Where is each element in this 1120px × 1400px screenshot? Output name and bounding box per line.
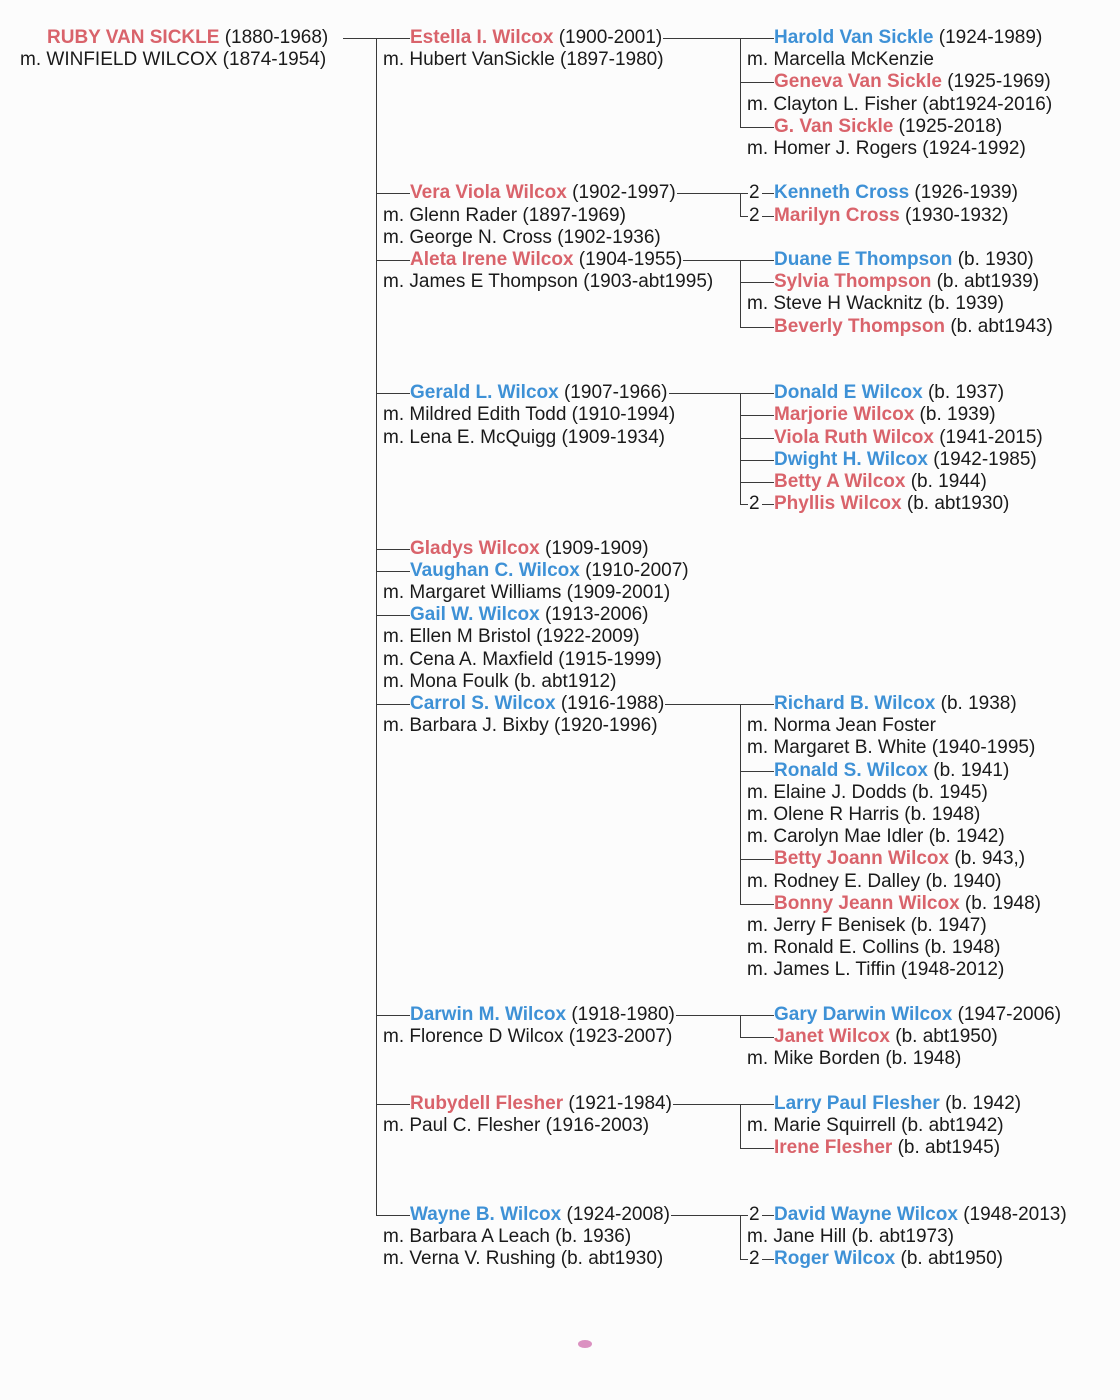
person-name: Viola Ruth Wilcox xyxy=(774,426,934,448)
connector-line xyxy=(740,127,774,128)
connector-line xyxy=(376,38,377,1216)
grandchild-person xyxy=(774,27,1042,49)
child-person xyxy=(410,382,668,404)
connector-line xyxy=(740,216,748,217)
person-dates: (b. abt1950) xyxy=(900,1248,1003,1269)
person-name: Rubydell Flesher xyxy=(410,1092,564,1114)
relationship-marker: 2 xyxy=(749,1248,760,1269)
grandchild-person xyxy=(774,71,1051,93)
child-person xyxy=(410,1004,675,1026)
person-name: G. Van Sickle xyxy=(774,115,894,137)
person-dates: (b. abt1939) xyxy=(936,271,1040,293)
person-dates: (1907-1966) xyxy=(563,382,668,404)
person-dates: (b. abt1943) xyxy=(950,315,1053,337)
spouse-line: m. Paul C. Flesher (1916-2003) xyxy=(383,1114,650,1136)
grandchild-person xyxy=(774,1137,1000,1159)
person-name: Duane E Thompson xyxy=(774,249,953,270)
person-name: Marilyn Cross xyxy=(774,204,900,226)
person-name: Dwight H. Wilcox xyxy=(774,448,928,470)
spouse-line: m. Rodney E. Dalley (b. 1940) xyxy=(747,870,1002,892)
spouse-line: m. Margaret B. White (1940-1995) xyxy=(747,737,1036,759)
spouse-line: m. Steve H Wacknitz (b. 1939) xyxy=(747,293,1004,315)
spouse-line: m. Cena A. Maxfield (1915-1999) xyxy=(383,648,662,670)
person-name: Ronald S. Wilcox xyxy=(774,759,928,781)
grandchild-person xyxy=(774,493,1009,515)
spouse-line: m. Barbara A Leach (b. 1936) xyxy=(383,1225,632,1247)
person-name: Harold Van Sickle xyxy=(774,27,934,48)
connector-line xyxy=(740,327,774,328)
connector-line xyxy=(740,504,748,505)
person-name: Roger Wilcox xyxy=(774,1248,896,1269)
person-dates: (b. 1948) xyxy=(964,892,1041,914)
connector-line xyxy=(740,1148,774,1149)
relationship-marker: 2 xyxy=(749,182,760,204)
spouse-line: m. Elaine J. Dodds (b. 1945) xyxy=(747,781,988,803)
person-name: Gary Darwin Wilcox xyxy=(774,1003,953,1025)
root-person xyxy=(47,27,328,49)
connector-line xyxy=(740,415,774,416)
connector-line xyxy=(740,704,774,705)
person-name: Carrol S. Wilcox xyxy=(410,693,556,714)
person-dates: (1902-1997) xyxy=(572,182,676,204)
connector-line xyxy=(762,216,774,217)
grandchild-person xyxy=(774,404,996,426)
connector-line xyxy=(740,82,774,83)
connector-line xyxy=(740,771,774,772)
person-dates: (b. abt1930) xyxy=(906,493,1010,515)
connector-line xyxy=(740,460,774,461)
person-dates: (b. 1944) xyxy=(910,471,987,492)
child-person xyxy=(410,27,662,49)
spouse-line: m. James L. Tiffin (1948-2012) xyxy=(747,959,1005,981)
person-name: Donald E Wilcox xyxy=(774,382,923,404)
spouse-line: m. Verna V. Rushing (b. abt1930) xyxy=(383,1248,664,1269)
person-dates: (1924-2008) xyxy=(566,1203,670,1225)
relationship-marker: 2 xyxy=(749,493,760,515)
connector-line xyxy=(740,38,741,128)
connector-line xyxy=(376,260,410,261)
grandchild-person xyxy=(774,116,1002,138)
person-dates: (1926-1939) xyxy=(914,182,1018,204)
person-dates: (1948-2013) xyxy=(963,1203,1067,1225)
person-name: Betty Joann Wilcox xyxy=(774,848,950,870)
person-name: Gail W. Wilcox xyxy=(410,604,540,626)
grandchild-person xyxy=(774,1204,1067,1226)
grandchild-person xyxy=(774,449,1037,471)
spouse-line: m. George N. Cross (1902-1936) xyxy=(383,226,661,248)
connector-line xyxy=(740,38,774,39)
person-dates: (1900-2001) xyxy=(558,27,663,48)
connector-line xyxy=(676,1015,740,1016)
person-name: Darwin M. Wilcox xyxy=(410,1003,567,1025)
person-name: Aleta Irene Wilcox xyxy=(410,249,574,270)
person-dates: (1941-2015) xyxy=(939,426,1043,448)
connector-line xyxy=(740,260,741,328)
spouse-line: m. Carolyn Mae Idler (b. 1942) xyxy=(747,826,1005,848)
person-dates: (b. 1939) xyxy=(919,404,996,426)
person-dates: (b. 1930) xyxy=(957,249,1034,270)
spouse-line: m. Clayton L. Fisher (abt1924-2016) xyxy=(747,93,1053,115)
connector-line xyxy=(376,571,410,572)
child-person xyxy=(410,560,689,582)
root-name: RUBY VAN SICKLE xyxy=(47,27,220,48)
connector-line xyxy=(671,1215,740,1216)
spouse-line: m. Jane Hill (b. abt1973) xyxy=(747,1225,954,1247)
person-dates: (1947-2006) xyxy=(957,1003,1062,1025)
person-dates: (1942-1985) xyxy=(933,448,1037,470)
relationship-marker: 2 xyxy=(749,1203,760,1225)
connector-line xyxy=(376,1015,410,1016)
spouse-line: m. James E Thompson (1903-abt1995) xyxy=(383,271,714,293)
spouse-line: m. Florence D Wilcox (1923-2007) xyxy=(383,1026,673,1047)
connector-line xyxy=(762,1215,774,1216)
grandchild-person xyxy=(774,760,1009,782)
root-dates: (1880-1968) xyxy=(224,27,329,48)
connector-line xyxy=(376,704,410,705)
grandchild-person xyxy=(774,249,1034,271)
connector-line xyxy=(740,1259,748,1260)
spouse-line: m. Olene R Harris (b. 1948) xyxy=(747,804,981,825)
connector-line xyxy=(740,1015,774,1016)
spouse-line: m. Homer J. Rogers (1924-1992) xyxy=(747,138,1026,159)
connector-line xyxy=(673,1104,740,1105)
connector-line xyxy=(740,1015,741,1038)
connector-line xyxy=(740,1215,748,1216)
connector-line xyxy=(740,393,741,505)
person-dates: (1925-2018) xyxy=(898,115,1003,137)
spouse-line: m. Ronald E. Collins (b. 1948) xyxy=(747,937,1001,959)
person-dates: (1930-1932) xyxy=(904,204,1009,226)
grandchild-person xyxy=(774,1026,998,1048)
connector-line xyxy=(740,904,774,905)
spouse-line: m. Marcella McKenzie xyxy=(747,49,934,71)
person-dates: (b. abt1950) xyxy=(895,1026,998,1047)
person-name: Wayne B. Wilcox xyxy=(410,1203,562,1225)
person-dates: (1904-1955) xyxy=(578,249,683,270)
child-person xyxy=(410,693,664,715)
spouse-line: m. Hubert VanSickle (1897-1980) xyxy=(383,49,664,71)
person-dates: (1916-1988) xyxy=(560,693,665,714)
connector-line xyxy=(343,38,376,39)
person-name: Richard B. Wilcox xyxy=(774,693,936,714)
spouse-line: m. Ellen M Bristol (1922-2009) xyxy=(383,626,640,648)
connector-line xyxy=(762,193,774,194)
grandchild-person xyxy=(774,848,1025,870)
person-name: Sylvia Thompson xyxy=(774,271,932,293)
person-name: Geneva Van Sickle xyxy=(774,71,942,93)
person-name: Kenneth Cross xyxy=(774,182,910,204)
connector-line xyxy=(683,260,740,261)
person-dates: (b. abt1945) xyxy=(897,1137,1001,1158)
grandchild-person xyxy=(774,471,987,493)
connector-line xyxy=(740,1037,774,1038)
child-person xyxy=(410,249,682,271)
connector-line xyxy=(740,393,774,394)
person-dates: (1924-1989) xyxy=(938,27,1043,48)
person-name: Marjorie Wilcox xyxy=(774,404,915,426)
person-name: Phyllis Wilcox xyxy=(774,493,902,515)
spouse-line: m. Glenn Rader (1897-1969) xyxy=(383,204,626,226)
person-dates: (1913-2006) xyxy=(544,604,649,626)
person-dates: (b. 1941) xyxy=(933,759,1010,781)
connector-line xyxy=(740,482,774,483)
grandchild-person xyxy=(774,271,1039,293)
grandchild-person xyxy=(774,1004,1061,1026)
grandchild-person xyxy=(774,1248,1003,1270)
connector-line xyxy=(740,438,774,439)
root-spouse: m. WINFIELD WILCOX (1874-1954) xyxy=(20,49,327,70)
person-name: Betty A Wilcox xyxy=(774,471,906,492)
grandchild-person xyxy=(774,893,1041,915)
child-person xyxy=(410,1204,670,1226)
spouse-line: m. Marie Squirrell (b. abt1942) xyxy=(747,1114,1004,1136)
child-person xyxy=(410,182,676,204)
connector-line xyxy=(740,1104,774,1105)
child-person xyxy=(410,538,649,560)
connector-line xyxy=(376,193,410,194)
person-name: David Wayne Wilcox xyxy=(774,1203,958,1225)
connector-line xyxy=(669,393,740,394)
person-name: Gerald L. Wilcox xyxy=(410,382,559,404)
person-dates: (1921-1984) xyxy=(568,1092,672,1114)
grandchild-person xyxy=(774,693,1017,715)
connector-line xyxy=(740,704,741,905)
connector-line xyxy=(677,193,740,194)
person-name: Vaughan C. Wilcox xyxy=(410,559,580,581)
person-dates: (1925-1969) xyxy=(947,71,1051,93)
grandchild-person xyxy=(774,316,1053,338)
connector-line xyxy=(762,504,774,505)
grandchild-person xyxy=(774,427,1043,449)
spouse-line: m. Lena E. McQuigg (1909-1934) xyxy=(383,426,665,448)
person-dates: (b. 1937) xyxy=(927,382,1005,404)
connector-line xyxy=(376,38,410,39)
connector-line xyxy=(740,1104,741,1149)
connector-line xyxy=(740,193,741,216)
person-name: Bonny Jeann Wilcox xyxy=(774,892,960,914)
person-name: Janet Wilcox xyxy=(774,1026,890,1047)
connector-line xyxy=(376,1104,410,1105)
person-name: Irene Flesher xyxy=(774,1137,893,1158)
person-dates: (b. 943,) xyxy=(954,848,1026,870)
person-name: Gladys Wilcox xyxy=(410,537,540,559)
person-dates: (b. 1938) xyxy=(940,693,1017,714)
person-name: Estella I. Wilcox xyxy=(410,27,554,48)
person-dates: (b. 1942) xyxy=(945,1092,1022,1114)
spouse-line: m. Norma Jean Foster xyxy=(747,715,936,737)
connector-line xyxy=(376,615,410,616)
spouse-line: m. Barbara J. Bixby (1920-1996) xyxy=(383,715,658,737)
spouse-line: m. Jerry F Benisek (b. 1947) xyxy=(747,915,987,936)
spouse-line: m. Mona Foulk (b. abt1912) xyxy=(383,670,617,692)
grandchild-person xyxy=(774,1093,1021,1115)
spouse-line: m. Margaret Williams (1909-2001) xyxy=(383,582,671,603)
connector-line xyxy=(740,282,774,283)
person-name: Vera Viola Wilcox xyxy=(410,182,567,204)
connector-line xyxy=(740,1215,741,1260)
connector-line xyxy=(376,549,410,550)
person-dates: (1909-1909) xyxy=(545,537,649,559)
ink-smudge xyxy=(578,1340,592,1348)
spouse-line: m. Mildred Edith Todd (1910-1994) xyxy=(383,404,676,426)
connector-line xyxy=(376,1215,410,1216)
person-name: Beverly Thompson xyxy=(774,315,946,337)
connector-line xyxy=(740,193,748,194)
person-dates: (1918-1980) xyxy=(571,1003,675,1025)
child-person xyxy=(410,1093,672,1115)
grandchild-person xyxy=(774,205,1008,227)
connector-line xyxy=(762,1259,774,1260)
connector-line xyxy=(376,393,410,394)
spouse-line: m. Mike Borden (b. 1948) xyxy=(747,1048,962,1070)
connector-line xyxy=(740,859,774,860)
child-person xyxy=(410,604,649,626)
relationship-marker: 2 xyxy=(749,204,760,226)
connector-line xyxy=(663,38,740,39)
person-dates: (1910-2007) xyxy=(585,559,689,581)
connector-line xyxy=(740,260,774,261)
grandchild-person xyxy=(774,382,1004,404)
connector-line xyxy=(665,704,740,705)
person-name: Larry Paul Flesher xyxy=(774,1092,940,1114)
grandchild-person xyxy=(774,182,1018,204)
